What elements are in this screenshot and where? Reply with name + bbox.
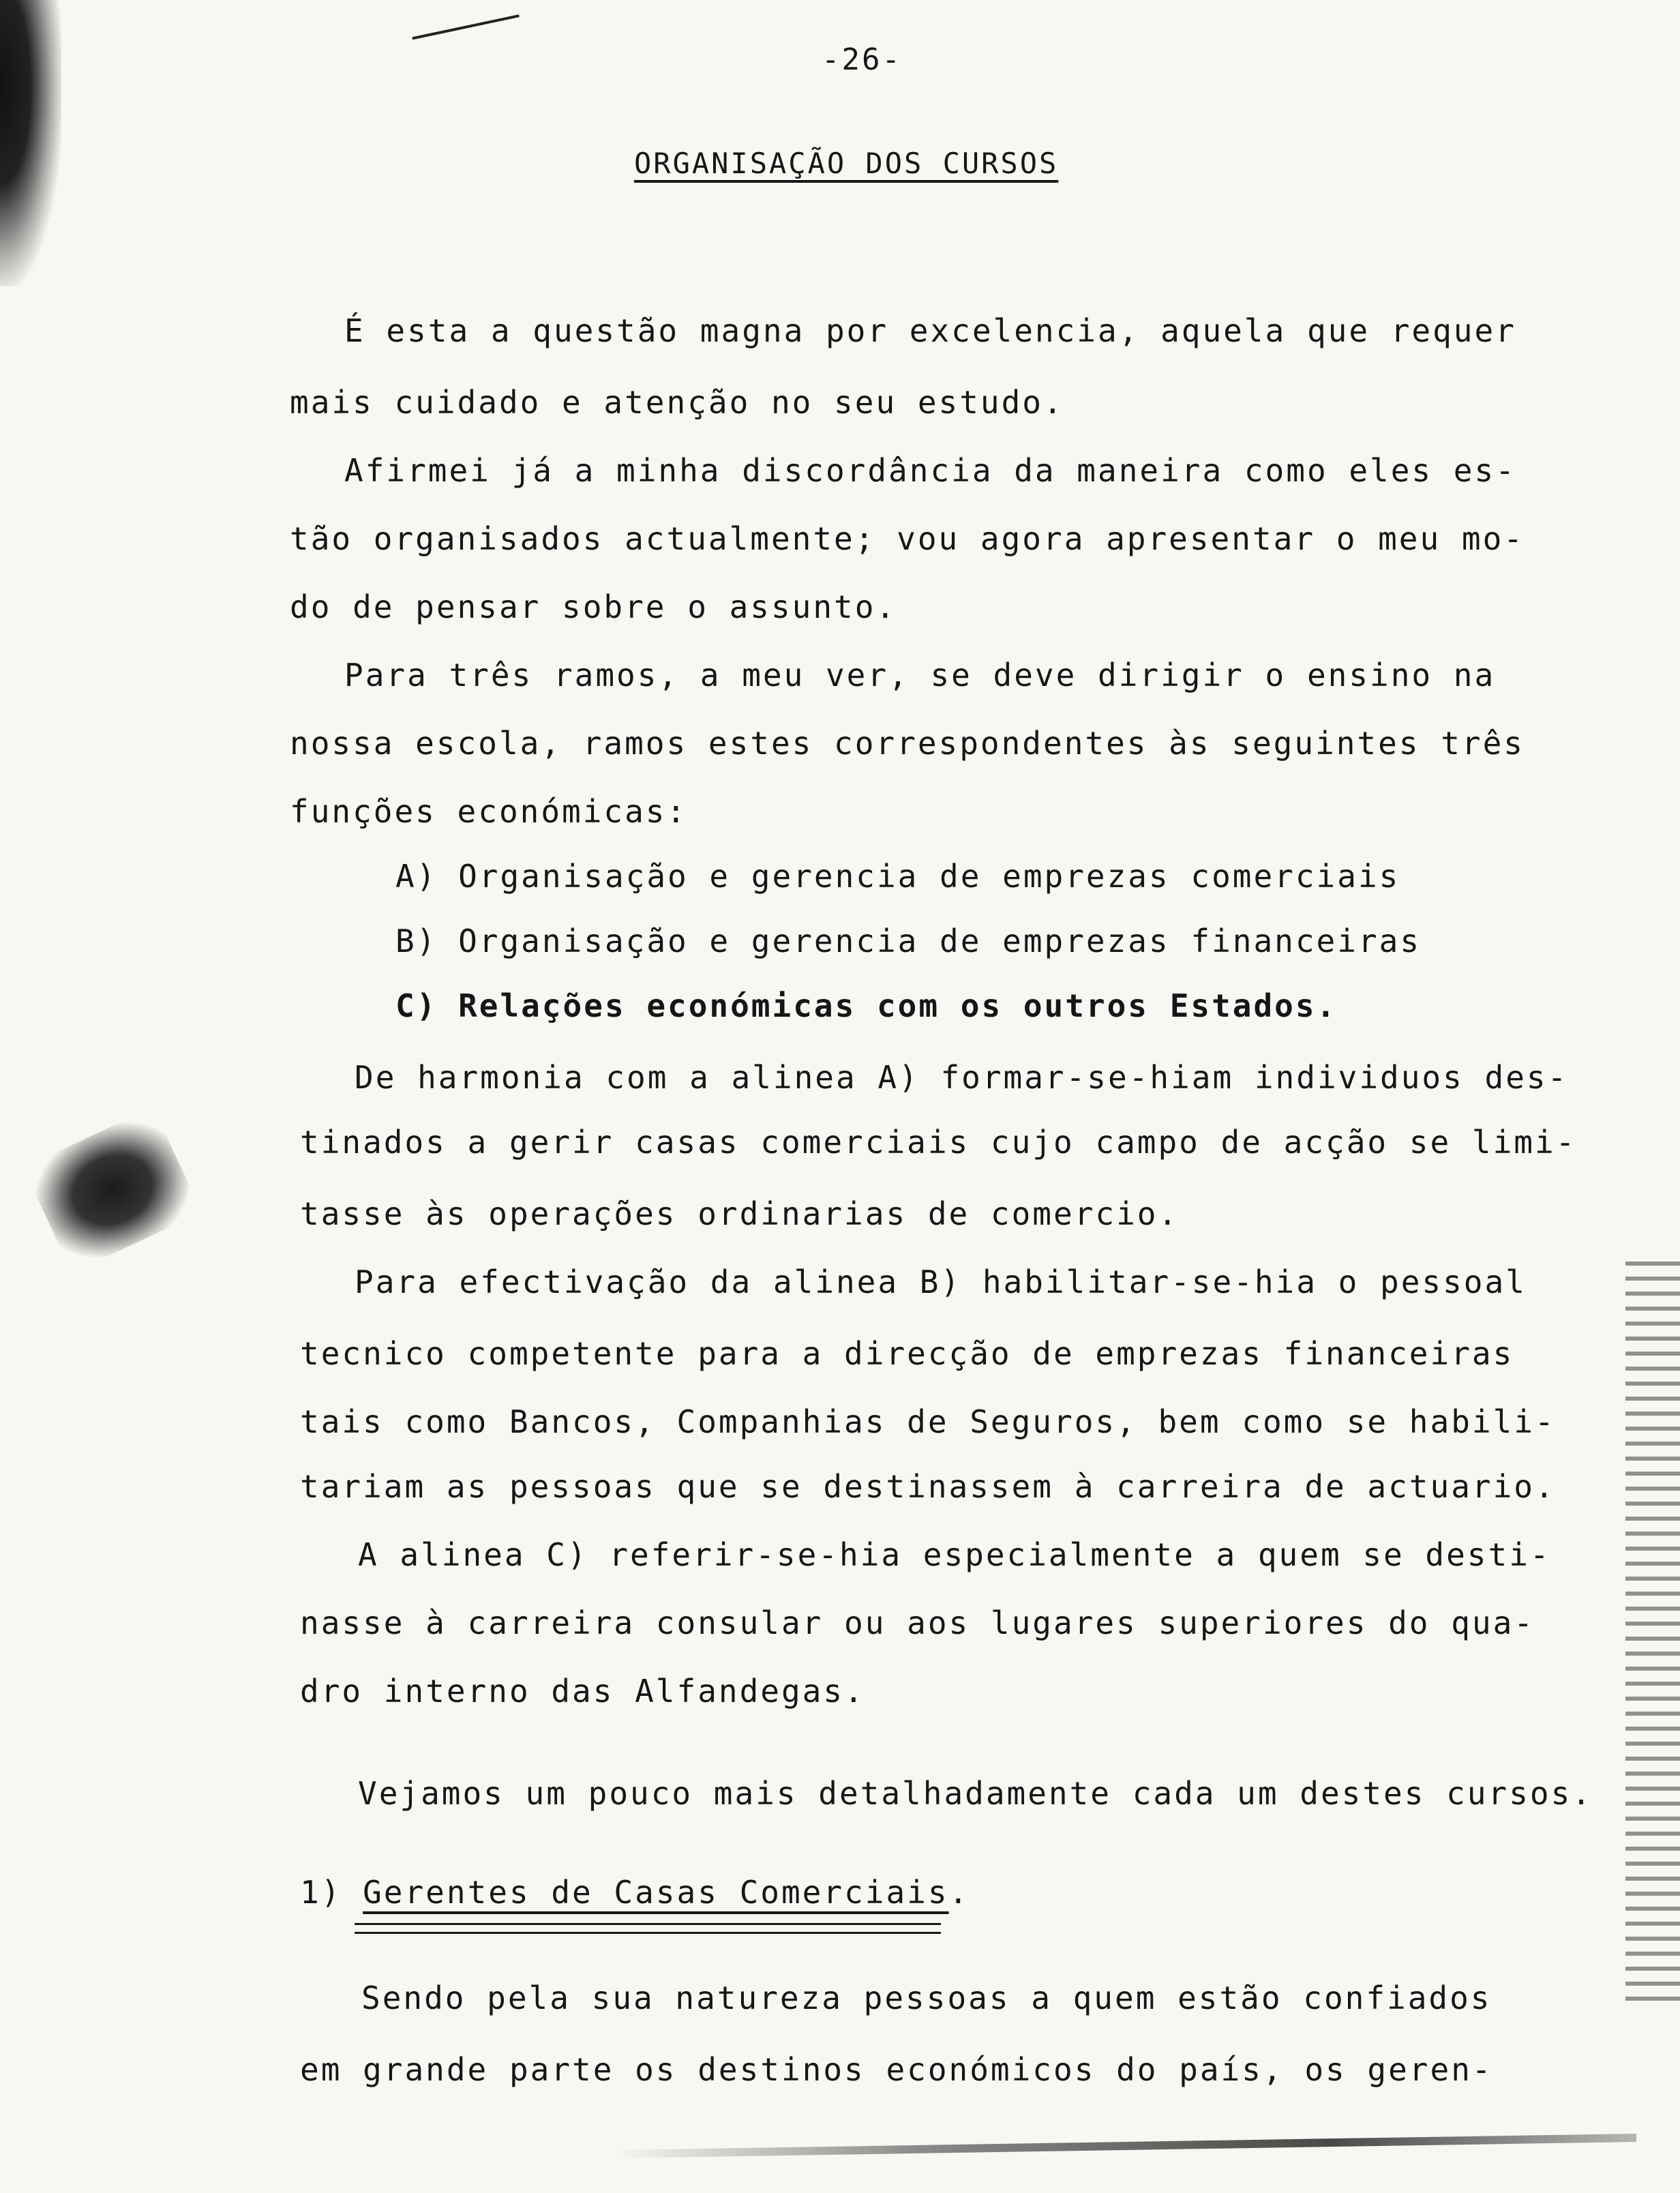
text-line: nossa escola, ramos estes correspondentes às seguintes três xyxy=(290,725,1525,762)
text-line: tasse às operações ordinarias de comercio. xyxy=(300,1195,1180,1232)
scan-edge-noise xyxy=(1625,1262,1680,2012)
text-line: Para três ramos, a meu ver, se deve dirigir o ensino na xyxy=(344,657,1496,693)
text-line: tinados a gerir casas comerciais cujo campo de acção se limi- xyxy=(300,1124,1577,1161)
text-line: funções económicas: xyxy=(290,793,688,830)
list-item: A) Organisação e gerencia de emprezas comerciais xyxy=(395,858,1400,895)
text-line: A alinea C) referir-se-hia especialmente a quem se desti- xyxy=(358,1536,1551,1573)
ink-stain xyxy=(23,1107,202,1273)
scan-bottom-streak xyxy=(614,2131,1636,2158)
text-line: Para efectivação da alinea B) habilitar-se-hia o pessoal xyxy=(355,1264,1527,1300)
section-number: 1) xyxy=(300,1874,342,1911)
text-line: dro interno das Alfandegas. xyxy=(300,1673,865,1710)
section-heading xyxy=(300,1872,970,1913)
section-period: . xyxy=(948,1874,970,1911)
text-line: do de pensar sobre o assunto. xyxy=(290,588,897,625)
section-title: Gerentes de Casas Comerciais xyxy=(363,1874,949,1911)
text-line: É esta a questão magna por excelencia, aquela que requer xyxy=(344,312,1516,349)
text-line: De harmonia com a alinea A) formar-se-hiam individuos des- xyxy=(355,1059,1569,1096)
text-line: Sendo pela sua natureza pessoas a quem estão confiados xyxy=(361,1980,1492,2016)
list-item: C) Relações económicas com os outros Estados. xyxy=(395,987,1338,1024)
scan-edge-shadow xyxy=(0,0,61,286)
text-line: tariam as pessoas que se destinassem à carreira de actuario. xyxy=(300,1468,1556,1505)
page-number: -26- xyxy=(822,42,902,77)
text-line: Afirmei já a minha discordância da maneira como eles es- xyxy=(344,452,1516,489)
text-line: mais cuidado e atenção no seu estudo. xyxy=(290,384,1064,421)
text-line: tais como Bancos, Companhias de Seguros, bem como se habili- xyxy=(300,1403,1556,1440)
page-title: ORGANISAÇÃO DOS CURSOS xyxy=(634,147,1059,180)
section-double-underline xyxy=(355,1923,941,1934)
text-line: tão organisados actualmente; vou agora apresentar o meu mo- xyxy=(290,520,1525,557)
text-line: Vejamos um pouco mais detalhadamente cada um destes cursos. xyxy=(358,1775,1593,1812)
list-item: B) Organisação e gerencia de emprezas financeiras xyxy=(395,923,1422,959)
text-line: em grande parte os destinos económicos do país, os geren- xyxy=(300,2051,1493,2088)
text-line: tecnico competente para a direcção de emprezas financeiras xyxy=(300,1335,1514,1372)
text-line: nasse à carreira consular ou aos lugares superiores do qua- xyxy=(300,1605,1535,1641)
scan-scratch-mark xyxy=(408,0,520,40)
